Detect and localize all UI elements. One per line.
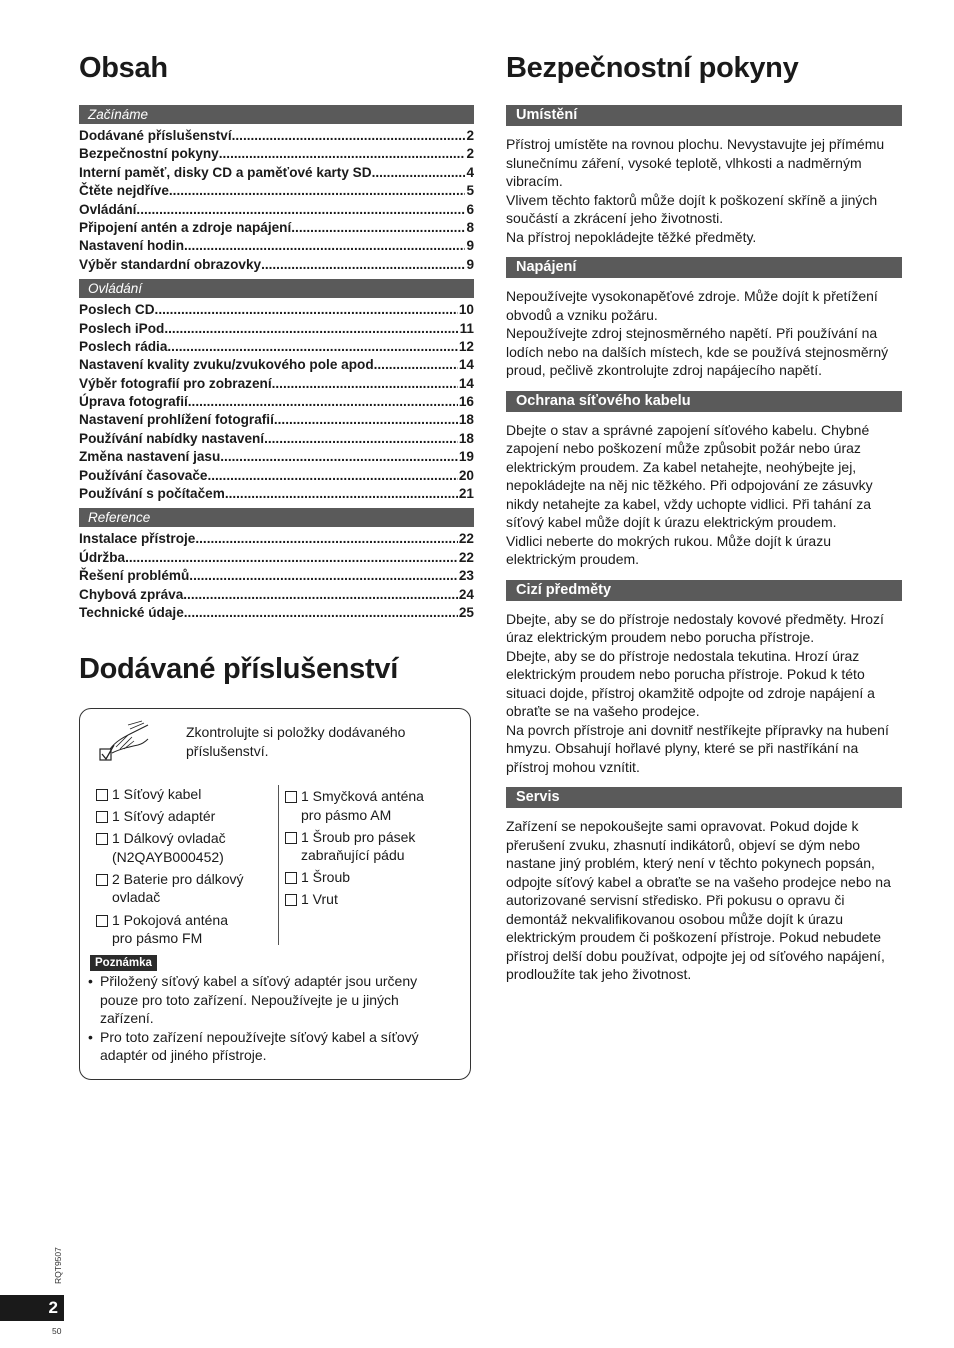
safety-section-body bbox=[506, 610, 902, 777]
accessory-label bbox=[301, 828, 465, 865]
toc-entry-title: Bezpečnostní pokyny bbox=[79, 146, 219, 162]
toc-row bbox=[79, 586, 474, 604]
toc-entry-title: Poslech rádia bbox=[79, 338, 168, 354]
toc-row bbox=[79, 256, 474, 274]
toc-sections bbox=[79, 105, 474, 622]
safety-paragraph: Nepoužívejte vysokonapěťové zdroje. Může dojít k přetížení obvodů a vzniku požáru. bbox=[506, 288, 878, 323]
accessory-item bbox=[285, 868, 465, 887]
safety-section-header: Umístění bbox=[506, 105, 902, 126]
toc-row bbox=[79, 127, 474, 145]
toc-entry-page: 19 bbox=[458, 449, 474, 465]
toc-entry-page: 14 bbox=[458, 357, 474, 373]
safety-paragraph: Zařízení se nepokoušejte sami opravovat. Pokud dojde k přerušení zvuku, zhasnutí indikátorů, objeví se dým nebo nastane jiný problém, který není v těchto pokynech popsán, odpojte síťový kabel a obraťte se na vašeho prodejce nebo na autorizované servisní středisko. Při pokusu o opravu či demontáž nekvalifikovanou osobou může dojít k úrazu elektrickým proudem či poškození přístroje. Pokud nebudete přístroj delší dobu používat, odpojte jej od síťového napájení, prodloužíte tak jeho životnost. bbox=[506, 818, 891, 982]
note-label: Poznámka bbox=[90, 955, 157, 971]
safety-paragraph: Dbejte, aby se do přístroje nedostaly kovové předměty. Hrozí úraz elektrickým proudem nebo porucha přístroje. bbox=[506, 610, 884, 645]
toc-entry-page: 10 bbox=[458, 302, 474, 318]
safety-paragraph: Na přístroj nepokládejte těžké předměty. bbox=[506, 228, 757, 245]
accessory-label bbox=[301, 890, 465, 909]
accessory-line: 1 Smyčková anténa bbox=[301, 788, 424, 804]
accessory-item bbox=[96, 911, 276, 948]
toc-row bbox=[79, 467, 474, 485]
accessory-item bbox=[285, 787, 465, 824]
page-number-badge bbox=[0, 1295, 64, 1321]
toc-leader-dots bbox=[219, 145, 466, 163]
toc-entry-page: 12 bbox=[458, 338, 474, 354]
toc-entry-page: 23 bbox=[458, 568, 474, 584]
toc-entry-page: 2 bbox=[466, 128, 474, 143]
toc-entry-title: Řešení problémů bbox=[79, 568, 190, 584]
toc-row bbox=[79, 485, 474, 503]
toc-section bbox=[79, 105, 474, 274]
note-text: Přiložený síťový kabel a síťový adaptér jsou určeny pouze pro toto zařízení. Nepoužívejte je u jiných zařízení. bbox=[100, 973, 418, 1026]
safety-section-body bbox=[506, 287, 902, 380]
safety-section-body bbox=[506, 421, 902, 569]
toc-row bbox=[79, 549, 474, 567]
safety-section-header: Ochrana síťového kabelu bbox=[506, 391, 902, 412]
toc-leader-dots bbox=[232, 127, 466, 145]
checkbox-icon bbox=[285, 832, 297, 844]
toc-leader-dots bbox=[155, 301, 458, 319]
accessory-item bbox=[96, 829, 276, 866]
checkbox-icon bbox=[285, 872, 297, 884]
bullet-icon: • bbox=[88, 1028, 93, 1045]
accessories-intro: Zkontrolujte si položky dodávaného příslušenství. bbox=[186, 724, 406, 759]
toc-entry-title: Používání nabídky nastavení bbox=[79, 430, 265, 446]
toc-leader-dots bbox=[207, 467, 457, 485]
toc-entry-page: 4 bbox=[466, 164, 474, 180]
toc-row bbox=[79, 201, 474, 219]
toc-entry-title: Interní paměť, disky CD a paměťové karty SD bbox=[79, 164, 372, 180]
safety-sections bbox=[506, 105, 902, 984]
note-item bbox=[88, 1028, 448, 1065]
toc-leader-dots bbox=[377, 356, 457, 374]
toc-leader-dots bbox=[372, 164, 466, 182]
toc-leader-dots bbox=[136, 201, 465, 219]
accessory-line: ovladač bbox=[112, 889, 161, 906]
toc-row bbox=[79, 375, 474, 393]
toc-row bbox=[79, 411, 474, 429]
safety-paragraph: Vidlici neberte do mokrých rukou. Může dojít k úrazu elektrickým proudem. bbox=[506, 532, 832, 567]
toc-leader-dots bbox=[225, 485, 458, 503]
accessories-list-right bbox=[285, 787, 465, 913]
accessory-line: 1 Vrut bbox=[301, 891, 338, 908]
notes-list bbox=[88, 972, 448, 1065]
toc-entry-title: Výběr standardní obrazovky bbox=[79, 256, 262, 272]
toc-entry-title: Změna nastavení jasu bbox=[79, 449, 221, 465]
page-number: 2 bbox=[48, 1298, 58, 1317]
toc-entry-page: 16 bbox=[458, 394, 474, 410]
toc-row bbox=[79, 567, 474, 585]
safety-paragraph: Dbejte, aby se do přístroje nedostala tekutina. Hrozí úraz elektrickým proudem nebo porucha přístroje. Pokud k této situaci dojde, přístroj okamžitě odpojte od zdroje napájení a obraťte se na vašeho prodejce. bbox=[506, 647, 875, 719]
toc-entry-title: Používání s počítačem bbox=[79, 486, 225, 502]
safety-section-header: Cizí předměty bbox=[506, 580, 902, 601]
column-divider bbox=[278, 785, 279, 945]
toc-entry-title: Používání časovače bbox=[79, 467, 208, 483]
toc-row bbox=[79, 182, 474, 200]
safety-paragraph: Přístroj umístěte na rovnou plochu. Nevystavujte jej přímému slunečnímu záření, vysoké teplotě, vlhkosti a nadměrným vibracím. bbox=[506, 136, 885, 189]
accessory-line: 2 Baterie pro dálkový bbox=[112, 870, 244, 887]
toc-leader-dots bbox=[169, 182, 466, 200]
accessory-item bbox=[285, 890, 465, 909]
safety-section bbox=[506, 257, 902, 380]
doc-code: RQT9507 bbox=[53, 1247, 63, 1284]
toc-leader-dots bbox=[291, 219, 465, 237]
toc-entry-title: Nastavení hodin bbox=[79, 238, 184, 254]
note-item bbox=[88, 972, 448, 1028]
accessory-label bbox=[112, 785, 276, 804]
toc-entry-page: 5 bbox=[466, 183, 474, 199]
accessory-line: pro pásmo FM bbox=[112, 930, 203, 947]
accessories-title: Dodávané příslušenství bbox=[79, 653, 398, 685]
accessory-line: 1 Šroub pro pásek bbox=[301, 828, 416, 845]
safety-paragraph: Dbejte o stav a správné zapojení síťového kabelu. Chybné zapojení nebo poškození může způsobit požár nebo úraz elektrickým proudem. Za kabel netahejte, neohýbejte jej, nepokládejte na něj nic těžkého. Při odpojování ze zásuvky nikdy netahejte za kabel, vždy uchopte vidlici. Při tahání za síťový kabel může dojít k úrazu elektrickým proudem. bbox=[506, 421, 873, 530]
accessory-item bbox=[285, 828, 465, 865]
toc-entry-title: Instalace přístroje bbox=[79, 531, 196, 547]
toc-entry-page: 8 bbox=[466, 219, 474, 235]
toc-entry-page: 14 bbox=[458, 375, 474, 391]
safety-section-body bbox=[506, 817, 902, 984]
toc-entry-title: Chybová zpráva bbox=[79, 586, 184, 602]
toc-entry-title: Připojení antén a zdroje napájení bbox=[79, 219, 292, 235]
safety-section bbox=[506, 580, 902, 777]
toc-entry-page: 25 bbox=[458, 604, 474, 620]
toc-leader-dots bbox=[183, 586, 458, 604]
toc-leader-dots bbox=[184, 604, 458, 622]
safety-section-body bbox=[506, 135, 902, 246]
toc-leader-dots bbox=[220, 448, 458, 466]
checkbox-icon bbox=[96, 874, 108, 886]
accessories-list-left bbox=[96, 785, 276, 951]
accessory-label bbox=[301, 868, 465, 887]
toc-entry-title: Výběr fotografií pro zobrazení bbox=[79, 375, 272, 391]
safety-section bbox=[506, 391, 902, 569]
checkbox-icon bbox=[96, 811, 108, 823]
toc-leader-dots bbox=[274, 411, 458, 429]
toc-entry-page: 6 bbox=[466, 201, 474, 217]
toc-entry-title: Nastavení kvality zvuku/zvukového pole apod. bbox=[79, 357, 378, 373]
accessory-line: (N2QAYB000452) bbox=[112, 848, 224, 865]
toc-leader-dots bbox=[164, 320, 458, 338]
toc-entry-title: Technické údaje bbox=[79, 604, 184, 620]
safety-paragraph: Vlivem těchto faktorů může dojít k poškození skříně a jiných součástí a zkrácení jeho životnosti. bbox=[506, 191, 878, 226]
accessory-item bbox=[96, 807, 276, 826]
toc-entry-title: Dodávané příslušenství bbox=[79, 128, 232, 143]
toc-leader-dots bbox=[167, 338, 457, 356]
page-sub-number: 50 bbox=[52, 1326, 62, 1336]
accessory-label bbox=[112, 911, 276, 948]
toc-row bbox=[79, 356, 474, 374]
checkbox-icon bbox=[96, 789, 108, 801]
toc-entry-title: Čtěte nejdříve bbox=[79, 183, 169, 199]
toc-leader-dots bbox=[261, 256, 465, 274]
toc-entry-title: Údržba bbox=[79, 549, 126, 565]
toc-row bbox=[79, 338, 474, 356]
toc-entry-page: 11 bbox=[459, 320, 474, 336]
accessory-line: zabraňující pádu bbox=[301, 847, 405, 864]
toc-leader-dots bbox=[189, 567, 458, 585]
toc-section bbox=[79, 279, 474, 503]
accessory-line: 1 Dálkový ovladač bbox=[112, 830, 226, 847]
toc-section bbox=[79, 508, 474, 622]
accessory-line: 1 Pokojová anténa bbox=[112, 911, 228, 928]
toc-entry-page: 9 bbox=[466, 238, 474, 254]
accessory-line: 1 Šroub bbox=[301, 869, 351, 886]
toc-leader-dots bbox=[195, 530, 458, 548]
safety-section bbox=[506, 787, 902, 984]
safety-section bbox=[506, 105, 902, 246]
toc-row bbox=[79, 219, 474, 237]
toc-leader-dots bbox=[184, 237, 465, 255]
safety-section-header: Napájení bbox=[506, 257, 902, 278]
checkbox-icon bbox=[285, 894, 297, 906]
toc-row bbox=[79, 164, 474, 182]
toc-entry-title: Poslech iPod bbox=[79, 320, 165, 336]
toc-entry-page: 9 bbox=[466, 256, 474, 272]
toc-section-header: Reference bbox=[79, 508, 474, 527]
toc-section-header: Ovládání bbox=[79, 279, 474, 298]
accessory-item bbox=[96, 785, 276, 804]
toc-entry-title: Poslech CD bbox=[79, 302, 155, 318]
toc-row bbox=[79, 430, 474, 448]
safety-paragraph: Nepoužívejte zdroj stejnosměrného napětí. Při používání na lodích nebo na dalších místech, kde se používá stejnosměrný proud, pečlivě zkontrolujte zdroj napájecího napětí. bbox=[506, 325, 889, 378]
accessory-label bbox=[112, 829, 276, 866]
toc-row bbox=[79, 530, 474, 548]
toc-entry-page: 24 bbox=[458, 586, 474, 602]
toc-row bbox=[79, 448, 474, 466]
bullet-icon: • bbox=[88, 973, 93, 989]
toc-entry-title: Ovládání bbox=[79, 201, 137, 217]
accessory-line: 1 Síťový adaptér bbox=[112, 808, 216, 825]
toc-leader-dots bbox=[272, 375, 458, 393]
accessories-box bbox=[79, 708, 471, 1080]
toc-entry-page: 20 bbox=[458, 467, 474, 483]
toc-column bbox=[79, 50, 474, 685]
toc-entry-page: 18 bbox=[458, 430, 474, 446]
toc-title: Obsah bbox=[79, 52, 168, 84]
toc-leader-dots bbox=[188, 393, 458, 411]
toc-row bbox=[79, 237, 474, 255]
checkbox-icon bbox=[285, 791, 297, 803]
toc-leader-dots bbox=[125, 549, 458, 567]
toc-section-header: Začínáme bbox=[79, 105, 474, 124]
toc-entry-page: 18 bbox=[458, 412, 474, 428]
safety-paragraph: Na povrch přístroje ani dovnitř nestříkejte přípravky na hubení hmyzu. Obsahují hořlavé plyny, které se při nastříkání na přístroj mohou vznítit. bbox=[506, 721, 889, 775]
toc-entry-title: Nastavení prohlížení fotografií bbox=[79, 412, 274, 428]
safety-column bbox=[506, 50, 902, 984]
toc-entry-page: 22 bbox=[458, 531, 474, 547]
toc-leader-dots bbox=[264, 430, 458, 448]
accessory-label bbox=[112, 807, 276, 826]
toc-row bbox=[79, 604, 474, 622]
toc-entry-page: 21 bbox=[458, 486, 474, 502]
toc-row bbox=[79, 301, 474, 319]
writing-hand-icon bbox=[98, 719, 150, 767]
accessory-line: pro pásmo AM bbox=[301, 806, 392, 823]
safety-section-header: Servis bbox=[506, 787, 902, 808]
accessory-line: 1 Síťový kabel bbox=[112, 786, 202, 802]
accessory-label bbox=[112, 870, 276, 907]
checkbox-icon bbox=[96, 915, 108, 927]
toc-row bbox=[79, 145, 474, 163]
checkbox-icon bbox=[96, 833, 108, 845]
accessory-item bbox=[96, 870, 276, 907]
toc-entry-page: 22 bbox=[458, 549, 474, 565]
safety-title: Bezpečnostní pokyny bbox=[506, 52, 799, 84]
accessory-label bbox=[301, 787, 465, 824]
note-text: Pro toto zařízení nepoužívejte síťový kabel a síťový adaptér od jiného přístroje. bbox=[100, 1028, 419, 1063]
toc-row bbox=[79, 320, 474, 338]
toc-row bbox=[79, 393, 474, 411]
toc-entry-title: Úprava fotografií bbox=[79, 394, 188, 410]
toc-entry-page: 2 bbox=[466, 146, 474, 162]
